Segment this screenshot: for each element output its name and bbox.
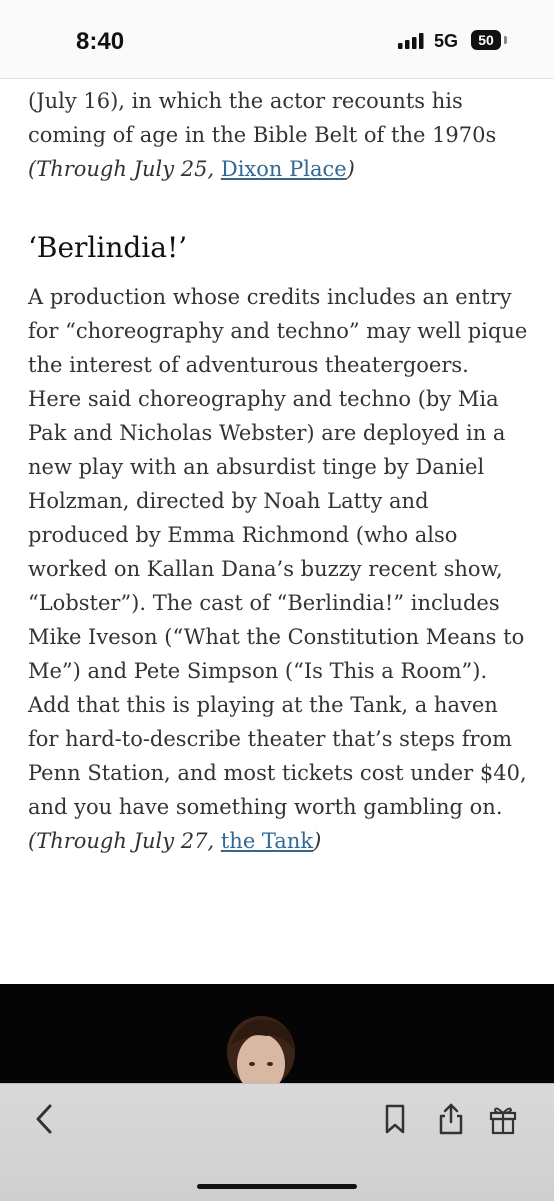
credit-prefix: (Through July 27, (28, 829, 221, 853)
credit-line (28, 157, 355, 181)
credit-suffix: ) (313, 829, 322, 853)
bookmark-icon[interactable] (378, 1102, 412, 1136)
battery-icon: 50 (471, 30, 501, 50)
article-paragraph (28, 280, 528, 858)
paragraph-text: A production whose credits includes an entry for “choreography and techno” may well pique the interest of adventurous theatergoers. Here said choreography and techno (by Mia Pak and Nicholas Webster) are deployed in a new play with an absurdist tinge by Daniel Holzman, directed by Noah Latty and produced by Emma Richmond (who also worked on Kallan Dana’s buzzy recent show, “Lobster”). The cast of “Berlindia!” includes Mike Iveson (“What the Constitution Means to Me”) and Pete Simpson (“Is This a Room”). Add that this is playing at the Tank, a haven for hard-to-describe theater that’s steps from Penn Station, and most tickets cost under $40, and you have something worth gambling on. (28, 285, 528, 819)
status-bar (0, 0, 554, 79)
venue-link-dixon-place[interactable]: Dixon Place (220, 157, 347, 181)
network-type: 5G (434, 31, 459, 51)
credit-line (28, 829, 321, 853)
gift-icon[interactable] (486, 1102, 520, 1136)
credit-prefix: (Through July 25, (28, 157, 221, 181)
article-paragraph (28, 78, 528, 186)
section-heading: ‘Berlindia!’ (28, 231, 188, 264)
cellular-signal-icon (398, 33, 424, 49)
status-time: 8:40 (76, 28, 125, 55)
battery-nub (504, 36, 507, 44)
venue-link-the-tank[interactable]: the Tank (220, 829, 314, 853)
article-body (28, 78, 528, 858)
credit-suffix: ) (346, 157, 355, 181)
article-photo (0, 984, 554, 1084)
back-arrow-icon[interactable] (28, 1102, 62, 1136)
paragraph-text: (July 16), in which the actor recounts his coming of age in the Bible Belt of the 1970s (28, 89, 497, 147)
home-indicator (197, 1184, 357, 1189)
browser-toolbar (0, 1083, 554, 1201)
performer-photo (212, 1002, 310, 1084)
share-icon[interactable] (434, 1102, 468, 1136)
